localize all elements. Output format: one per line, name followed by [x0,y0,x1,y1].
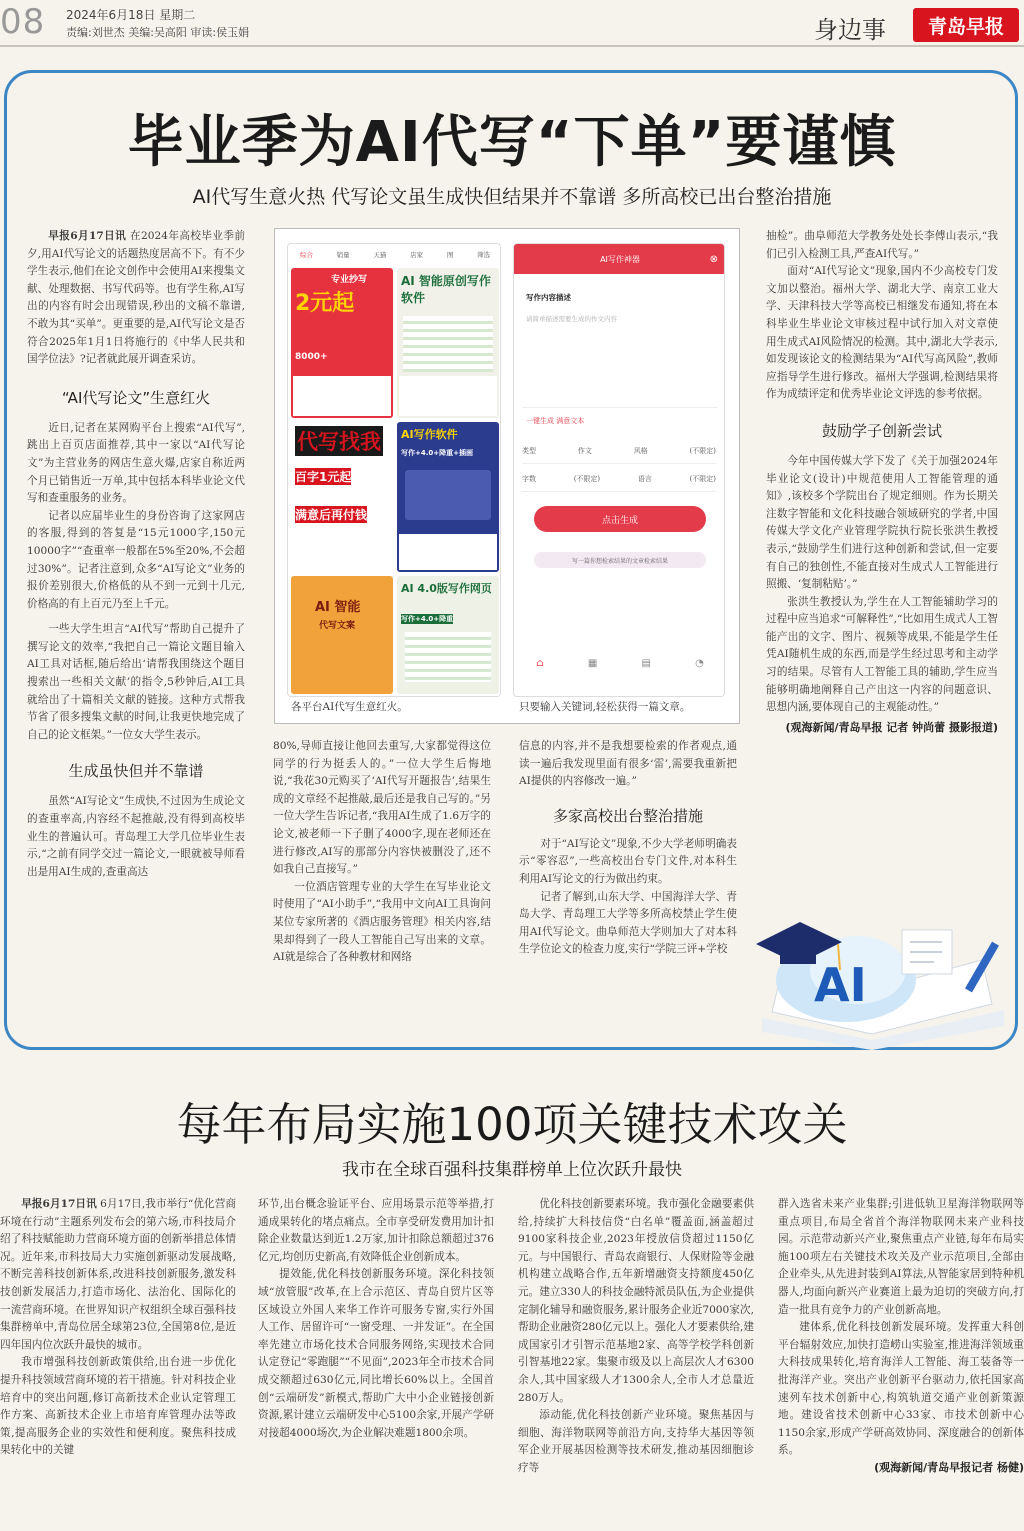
lead-text: 6月17日,我市举行“优化营商环境在行动”主题系列发布会的第六场,市科技局介绍了科技赋能助力营商环境方面的创新举措总体情况。近年来,市科技局大力实施创新驱动发展战略,不断完善科技创新体系,改进科技创新服务,激发科技创新发展活力,打造市场化、法治化、国际化的一流营商环境。在世界知识产权组织全球百强科技集群榜单中,青岛位居全球第23位,全国第8位,是近四年国内位次跃升最快的城市。 [0,1198,236,1351]
paragraph: 环节,出台概念验证平台、应用场景示范等举措,打通成果转化的堵点痛点。全市享受研发费用加计扣除企业数量达到近1.2万家,加计扣除总额超过376亿元,均创历史新高,有效降低企业创新成本。 [258,1198,494,1263]
article1-col2 [273,738,491,967]
option-value: (不限定) [573,474,601,483]
tab[interactable]: 店家 [410,250,424,259]
lead-tag: 早报6月17日讯 [48,230,127,242]
paragraph: 虽然“AI写论文”生成快,不过因为生成论文的查重率高,内容经不起推敲,没有得到高校毕业生的普遍认可。青岛理工大学几位毕业生表示,“之前有同学交过一篇论文,一眼就被导师看出是用AI生成的,查重高达 [27,795,245,878]
tab[interactable]: 筛选 [477,250,491,259]
article1-title: 毕业季为AI代写“下单”要谨慎 [127,110,897,175]
paragraph: 提效能,优化科技创新服务环境。深化科技领域“放管服”改革,在上合示范区、青岛自贸片区等区域设立外国人来华工作许可服务专窗,实行外国人工作、居留许可“一窗受理、一并发证”。在全国率先建立市场化技术合同服务网络,实现技术合同认定登记“零跑腿”“不见面”,2023年全市技术合同成交额超过630亿元,同比增长60%以上。全国首创“云端研发”新模式,帮助广大中小企业链接创新资源,累计建立云端研发中心5100余家,开展产学研对接超4000场次,为企业解决难题1800余项。 [258,1268,494,1439]
paragraph: 信息的内容,并不是我想要检索的作者观点,通读一遍后我发现里面有很多‘雷’,需要我重新把AI提供的内容修改一遍。” [519,740,737,788]
product-card[interactable] [291,422,393,572]
article2-col2 [258,1196,494,1442]
product-card[interactable] [397,576,499,694]
paragraph: 群入选省未来产业集群;引进低轨卫星海洋物联网等重点项目,布局全省首个海洋物联网未来产业科技园。示范带动新兴产业,聚焦重点产业链,每年布局实施100项左右关键技术攻关及产业示范项目,全部由企业牵头,从先进封装到AI算法,从智能家居到特种机器人,均面向新兴产业赛道上最为迫切的突破方向,打造一批具有竞争力的产业创新高地。 [778,1198,1024,1316]
brand-text: 青岛早报 [927,15,1004,38]
article1-subtitle: AI代写生意火热 代写论文虽生成快但结果并不靠谱 多所高校已出台整治措施 [192,186,832,208]
tab[interactable]: 销量 [336,250,350,259]
ai-illustration [742,900,1018,1050]
field-label: 写作内容描述 [526,293,571,302]
subhead-2: 生成虽快但并不靠谱 [68,762,204,781]
user-icon[interactable]: ◔ [695,658,704,669]
app-title: AI写作神器 [600,254,640,264]
paragraph: 80%,导师直接让他回去重写,大家都觉得这位同学的行为挺丢人的。”一位大学生后悔地说,“我花30元购买了‘AI代写开题报告’,结果生成的文章经不起推敲,最后还是我自己写的。”另一位大学生告诉记者,“我用AI生成了1.6万字的论文,被老师一下子删了4000字,现在老师还在进行修改,AI写的那部分内容快被删没了,还不如我自己直接写。” [273,740,491,876]
brand-logo [913,8,1019,42]
caption-right: 只要输入关键词,轻松获得一篇文章。 [519,701,691,713]
article2-col1 [0,1196,236,1460]
banner[interactable]: 写一篇你想检索结果的文章检索结果 [534,552,706,568]
paragraph: 优化科技创新要素环境。我市强化金融要素供给,持续扩大科技信贷“白名单”覆盖面,涵盖超过9100家科技企业,2023年授放信贷超过1150亿元。与中国银行、青岛农商银行、人保财险等金融机构建立战略合作,五年新增融资支持额度450亿元。建立330人的科技金融特派员队伍,为企业提供定制化辅导和融资服务,累计服务企业近7000家次,帮助企业融资280亿元以上。强化人才要素供给,建成国家引才引智示范基地2家、高等学校学科创新引智基地22家。集聚市级及以上高层次人才6300余人,其中国家级人才1300余人,全市人才总量近280万人。 [518,1198,754,1404]
caption-left: 各平台AI代写生意红火。 [291,701,408,713]
product-tag: 百字1元起 [295,470,352,484]
screenshot-app [513,243,725,697]
lead-paragraph [0,1196,236,1354]
paragraph: 张洪生教授认为,学生在人工智能辅助学习的过程中应当追求“可解释性”,“比如用生成式人工智能产出的文字、图片、视频等成果,不能是学生任凭AI随机生成的东西,而是学生经过思考和主动学习的结果。尽管有人工智能工具的辅助,学生应当能够明确地阐释自己产出这一内容的问题意识、思想内涵,要体现自己的主观能动性。” [766,595,998,714]
product-title: AI写作软件 [401,428,458,441]
tab[interactable]: 天猫 [373,250,387,259]
shop-tabs [288,244,501,264]
ai-badge: AI [814,958,867,1012]
paragraph: 记者以应届毕业生的身份咨询了这家网店的客服,得到的答复是“15元1000字,150元10000字”“查重率一般都在5%至20%,不会超过30%”。记者注意到,众多“AI写论文”业务的报价差别很大,价格低的从不到一元到十几元,价格高的有上百元乃至上千元。 [27,509,245,610]
paragraph: 对于“AI写论文”现象,不少大学老师明确表示“零容忍”,一些高校出台专门文件,对本科生利用AI写论文的行为做出约束。 [519,837,737,885]
product-title: 2元起 [295,291,355,316]
home-icon[interactable]: ⌂ [536,658,544,669]
option-key: 风格 [633,446,648,455]
product-tag: 专业抄写 [331,275,368,285]
paragraph: 一些大学生坦言“AI代写”帮助自己提升了撰写论文的效率,“我把自己一篇论文题目输入AI工具对话框,随后给出‘请帮我围绕这个题目搜索出一些相关文献’的指令,5秒钟后,AI工具就给出了十篇相关文献的链接。这种方式帮我节省了很多搜集文献的时间,让我更快地完成了自己的论文框架。”一位女大学生表示。 [27,623,245,741]
product-tag: 写作+4.0+降重+插画 [401,449,473,457]
option-value: (不限定) [689,474,716,483]
paragraph: 建体系,优化科技创新发展环境。发挥重大科创平台辐射效应,加快打造崂山实验室,推进海洋领域重大科技成果转化,培育海洋人工智能、海工装备等一批海洋产业。突出产业创新平台驱动力,依托国家高速列车技术创新中心,构筑轨道交通产业创新策源地。建设省技术创新中心33家、市技术创新中心1150余家,形成产学研高效协同、深度融合的创新体系。 [778,1321,1024,1457]
bottom-nav [514,658,725,682]
paragraph: 一位酒店管理专业的大学生在写毕业论文时使用了“AI小助手”,“我用中文向AI工具询问某位专家所著的《酒店服务管理》相关内容,结果却得到了一段人工智能自己写出来的文章。AI就是综合了各种教材和网络 [273,880,491,964]
close-icon[interactable]: ⊗ [709,253,718,265]
product-tag: 写作+4.0+降重 [401,615,454,623]
option-row[interactable] [522,438,716,464]
article2-col4 [778,1196,1024,1476]
product-title: 代写找我 [295,426,383,456]
option-value: 作文 [577,446,592,455]
product-promo: 满意后再付钱 [295,508,368,522]
subhead-4: 鼓励学子创新尝试 [821,421,942,440]
grid-icon[interactable]: ▦ [587,658,598,669]
option-row[interactable] [522,466,716,492]
generate-link[interactable]: 一键生成 满意文本 [526,417,585,425]
paragraph: 面对“AI代写论文”现象,国内不少高校专门发文加以整治。福州大学、湖北大学、南京工业大学、天津科技大学等高校已相继发布通知,将在本科毕业生毕业论文审核过程中试行加入对文章使用生成式AI风险情况的检测。其中,湖北大学表示,如发现该论文的检测结果为“AI代写高风险”,教师应指导学生进行修改。福州大学强调,检测结果将作为成绩评定和优秀毕业论文评选的参考依据。 [766,265,998,401]
subhead-3: 多家高校出台整治措施 [552,806,703,825]
screenshot-shop [287,243,501,697]
textarea-placeholder: 请简单描述需要生成的作文内容 [526,315,617,323]
article1-col4 [766,228,998,736]
app-bar [514,244,725,274]
article1-col1 [27,228,245,881]
option-value: (不限定) [689,446,716,455]
page-number: 08 [0,2,46,42]
product-card[interactable] [397,268,499,418]
product-title: AI 智能原创写作软件 [401,274,491,305]
tab[interactable]: 图 [446,250,454,259]
article2-byline: (观海新闻/青岛早报记者 杨健) [874,1460,1024,1474]
article1-byline: (观海新闻/青岛早报 记者 钟尚蕾 摄影报道) [785,720,998,734]
product-title: AI 4.0版写作网页 [401,582,492,595]
paragraph: 添动能,优化科技创新产业环境。聚焦基因与细胞、海洋物联网等前沿方向,支持华大基因等领军企业开展基因检测等技术研发,推动基因细胞诊疗等 [518,1409,754,1474]
generate-button[interactable]: 点击生成 [534,506,706,532]
content-textarea[interactable] [522,308,718,408]
photo-box [274,228,740,724]
product-price: 8000+ [295,352,328,362]
product-title: AI 智能 [315,600,361,615]
paragraph: 近日,记者在某网购平台上搜索“AI代写”,跳出上百页店面推荐,其中一家以“AI代写论文”为主营业务的网店生意火爆,店家自称近两个月已销售近一万单,其中包括本科毕业论文代写和查重服务的业务。 [27,421,245,505]
option-key: 类型 [522,446,536,455]
subhead-1: “AI代写论文”生意红火 [61,388,211,407]
product-tag: 代写文案 [319,621,356,631]
article2-title: 每年布局实施100项关键技术攻关 [176,1098,848,1151]
product-card[interactable] [291,268,393,418]
paragraph: 今年中国传媒大学下发了《关于加强2024年毕业论文(设计)中规范使用人工智能管理的通知》,该校多个学院出台了规定细则。作为长期关注数字智能和文化科技融合领域研究的学者,中国传媒大学文化产业管理学院执行院长张洪生教授表示,“鼓励学生们进行这种创新和尝试,但一定要有自己的独创性,不能直接对生成式人工智能进行照搬、‘复制粘贴’。” [766,454,998,591]
lead-tag: 早报6月17日讯 [21,1198,97,1210]
lead-paragraph [27,228,245,369]
product-card[interactable] [397,422,499,572]
product-card[interactable] [291,576,393,694]
header-editors: 责编:刘世杰 美编:吴高阳 审读:侯玉娟 [66,26,250,39]
section-name: 身边事 [814,16,886,44]
paragraph: 我市增强科技创新政策供给,出台进一步优化提升科技领域营商环境的若干措施。针对科技企业培育中的突出问题,修订高新技术企业认定管理工作方案、高新技术企业上市培育库管理办法等政策,提高服务企业的实效性和便利度。聚焦科技成果转化中的关键 [0,1356,236,1457]
header-date: 2024年6月18日 星期二 [66,8,196,22]
article1-col3 [519,738,737,959]
option-key: 语言 [637,474,652,483]
paragraph: 抽检”。曲阜师范大学教务处处长李傅山表示,“我们已引入检测工具,严查AI代写。” [766,230,998,260]
article2-subtitle: 我市在全球百强科技集群榜单上位次跃升最快 [342,1160,682,1180]
tab[interactable]: 综合 [299,250,313,259]
article2-col3 [518,1196,754,1478]
book-graduation-cap-icon [742,900,1018,1050]
option-key: 字数 [522,474,536,483]
header-rule [0,45,1024,47]
lead-text: 在2024年高校毕业季前夕,用AI代写论文的话题热度居高不下。有不少学生表示,他们在论文创作中会使用AI来搜集文献、处理数据、书写代码等。也有学生称,AI写出的内容有时会出现错误,秒出的文稿不靠谱,不敢为其“买单”。更重要的是,AI代写论文是否符合2025年1月1日将施行的《中华人民共和国学位法》?记者就此展开调查采访。 [27,230,245,366]
doc-icon[interactable]: ▤ [641,658,651,669]
paragraph: 记者了解到,山东大学、中国海洋大学、青岛大学、青岛理工大学等多所高校禁止学生使用AI代写论文。曲阜师范大学则加大了对本科生学位论文的检查力度,实行“学院三评+学校 [519,890,737,956]
